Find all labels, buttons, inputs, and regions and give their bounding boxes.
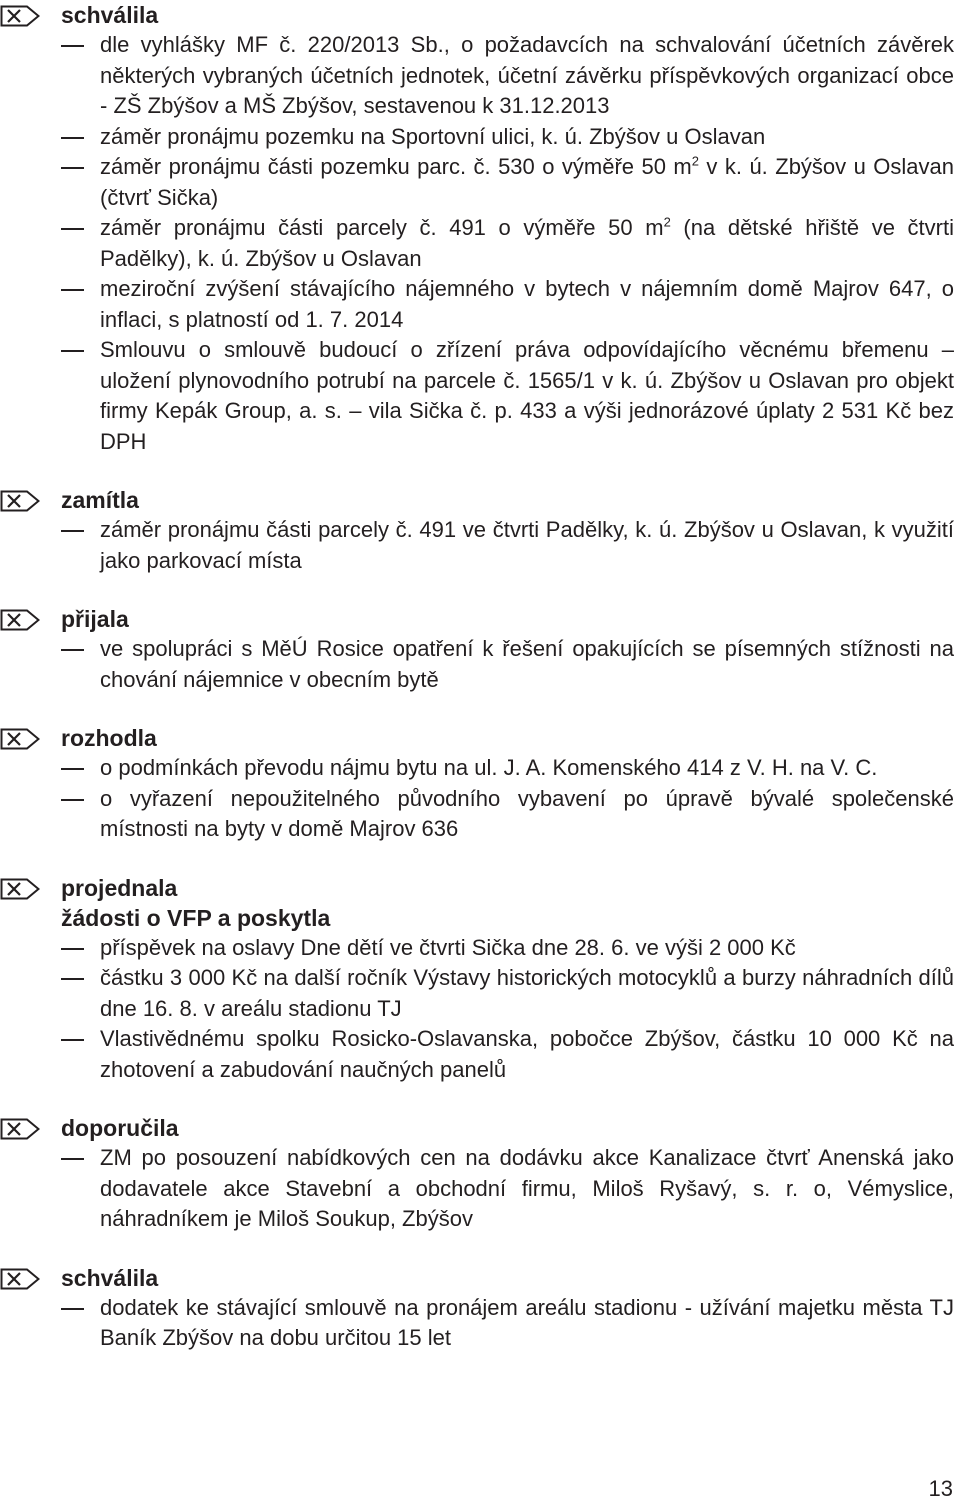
list-item — [0, 213, 960, 274]
item-text: dle vyhlášky MF č. 220/2013 Sb., o požadavcích na schvalování účetních závěrek některých vybraných účetních jednotek, účetní závěrku příspěvkových organizací obce - ZŠ Zbýšov a MŠ Zbýšov, sestavenou k 31.12.2013 — [100, 32, 954, 118]
item-text: záměr pronájmu pozemku na Sportovní ulici, k. ú. Zbýšov u Oslavan — [100, 123, 766, 149]
dash-bullet — [61, 948, 84, 950]
section-heading — [0, 723, 960, 753]
pointing-arrow-x-icon — [0, 727, 40, 749]
list-item — [0, 1143, 960, 1235]
item-text-cont: (na dětské hřiště ve čtvrti Padělky), k. ú. Zbýšov u Oslavan — [100, 215, 954, 271]
dash-bullet — [61, 1308, 84, 1310]
list-item — [0, 1024, 960, 1085]
pointing-arrow-x-icon — [0, 608, 40, 630]
resolution-section — [0, 1263, 960, 1354]
item-text: příspěvek na oslavy Dne dětí ve čtvrti Sička dne 28. 6. ve výši 2 000 Kč — [100, 934, 796, 960]
item-text: Vlastivědnému spolku Rosicko-Oslavanska, pobočce Zbýšov, částku 10 000 Kč na zhotovení a zabudování naučných panelů — [100, 1026, 954, 1082]
list-item — [0, 274, 960, 335]
dash-bullet — [61, 167, 84, 169]
list-item — [0, 933, 960, 964]
resolution-list — [0, 1293, 960, 1354]
section-heading-text: doporučila — [61, 1115, 179, 1141]
section-heading — [0, 873, 960, 903]
superscript: 2 — [663, 214, 671, 230]
section-heading-text: rozhodla — [61, 725, 157, 751]
dash-bullet — [61, 289, 84, 291]
dash-bullet — [61, 799, 84, 801]
dash-bullet — [61, 649, 84, 651]
section-heading-text: schválila — [61, 1264, 159, 1291]
list-item — [0, 1293, 960, 1354]
item-text: o podmínkách převodu nájmu bytu na ul. J. A. Komenského 414 z V. H. na V. C. — [100, 755, 878, 780]
dash-bullet — [61, 350, 84, 352]
resolution-list — [0, 634, 960, 695]
section-heading — [0, 604, 960, 634]
dash-bullet — [61, 45, 84, 47]
resolution-section — [0, 873, 960, 1086]
resolution-section — [0, 0, 960, 457]
pointing-arrow-x-icon — [0, 4, 40, 26]
dash-bullet — [61, 1158, 84, 1160]
item-text: ZM po posouzení nabídkových cen na dodávku akce Kanalizace čtvrť Anenská jako dodavatele akce Stavební a obchodní firmu, Miloš Ryšavý, s. r. o, Vémyslice, náhradníkem je Miloš Soukup, Zbýšov — [100, 1145, 954, 1231]
section-heading-text: zamítla — [61, 487, 139, 513]
page-number: 13 — [928, 1476, 953, 1501]
list-item — [0, 152, 960, 213]
dash-bullet — [61, 137, 84, 139]
section-heading — [0, 0, 960, 30]
list-item — [0, 335, 960, 457]
item-text: ve spolupráci s MěÚ Rosice opatření k řešení opakujících se písemných stížnosti na chování nájemnice v obecním bytě — [100, 636, 954, 692]
list-item — [0, 963, 960, 1024]
list-item — [0, 515, 960, 576]
item-text: záměr pronájmu části pozemku parc. č. 530 o výměře 50 m — [100, 154, 692, 179]
section-heading-text: projednala — [61, 874, 178, 901]
pointing-arrow-x-icon — [0, 1267, 40, 1289]
pointing-arrow-x-icon — [0, 877, 40, 899]
section-heading-text: přijala — [61, 606, 129, 632]
section-heading — [0, 1113, 960, 1143]
resolution-section — [0, 723, 960, 845]
section-heading-text: schválila — [61, 2, 159, 28]
item-text-cont: v k. ú. Zbýšov u Oslavan (čtvrť Sička) — [100, 154, 955, 210]
section-subheading: žádosti o VFP a poskytla — [61, 904, 331, 931]
list-item — [0, 30, 960, 122]
resolution-list — [0, 515, 960, 576]
resolution-list — [0, 30, 960, 457]
resolution-section — [0, 485, 960, 576]
item-text: dodatek ke stávající smlouvě na pronájem areálu stadionu - užívání majetku města TJ Baník Zbýšov na dobu určitou 15 let — [100, 1294, 954, 1350]
list-item — [0, 122, 960, 153]
item-text: záměr pronájmu části parcely č. 491 o výměře 50 m — [100, 215, 664, 240]
item-text: o vyřazení nepoužitelného původního vybavení po úpravě bývalé společenské místnosti na byty v domě Majrov 636 — [100, 785, 954, 841]
list-item — [0, 784, 960, 845]
resolution-section — [0, 1113, 960, 1235]
list-item — [0, 634, 960, 695]
resolution-section — [0, 604, 960, 695]
resolution-list — [0, 1143, 960, 1235]
dash-bullet — [61, 530, 84, 532]
section-heading — [0, 1263, 960, 1293]
dash-bullet — [61, 978, 84, 980]
pointing-arrow-x-icon — [0, 489, 40, 511]
item-text: záměr pronájmu části parcely č. 491 ve čtvrti Padělky, k. ú. Zbýšov u Oslavan, k využití jako parkovací místa — [100, 517, 954, 573]
dash-bullet — [61, 1039, 84, 1041]
item-text: meziroční zvýšení stávajícího nájemného v bytech v nájemním domě Majrov 647, o inflaci, s platností od 1. 7. 2014 — [100, 276, 954, 332]
dash-bullet — [61, 228, 84, 230]
section-heading — [0, 485, 960, 515]
resolution-list — [0, 753, 960, 845]
pointing-arrow-x-icon — [0, 1117, 40, 1139]
item-text: částku 3 000 Kč na další ročník Výstavy historických motocyklů a burzy náhradních dílů dne 16. 8. v areálu stadionu TJ — [100, 965, 954, 1021]
superscript: 2 — [691, 153, 699, 169]
resolution-list — [0, 933, 960, 1086]
item-text: Smlouvu o smlouvě budoucí o zřízení práva odpovídajícího věcnému břemenu – uložení plynovodního potrubí na parcele č. 1565/1 v k. ú. Zbýšov u Oslavan pro objekt firmy Kepák Group, a. s. – vila Sička č. p. 433 a výši jednorázové úplaty 2 531 Kč bez DPH — [100, 337, 954, 454]
dash-bullet — [61, 768, 84, 770]
list-item — [0, 753, 960, 784]
